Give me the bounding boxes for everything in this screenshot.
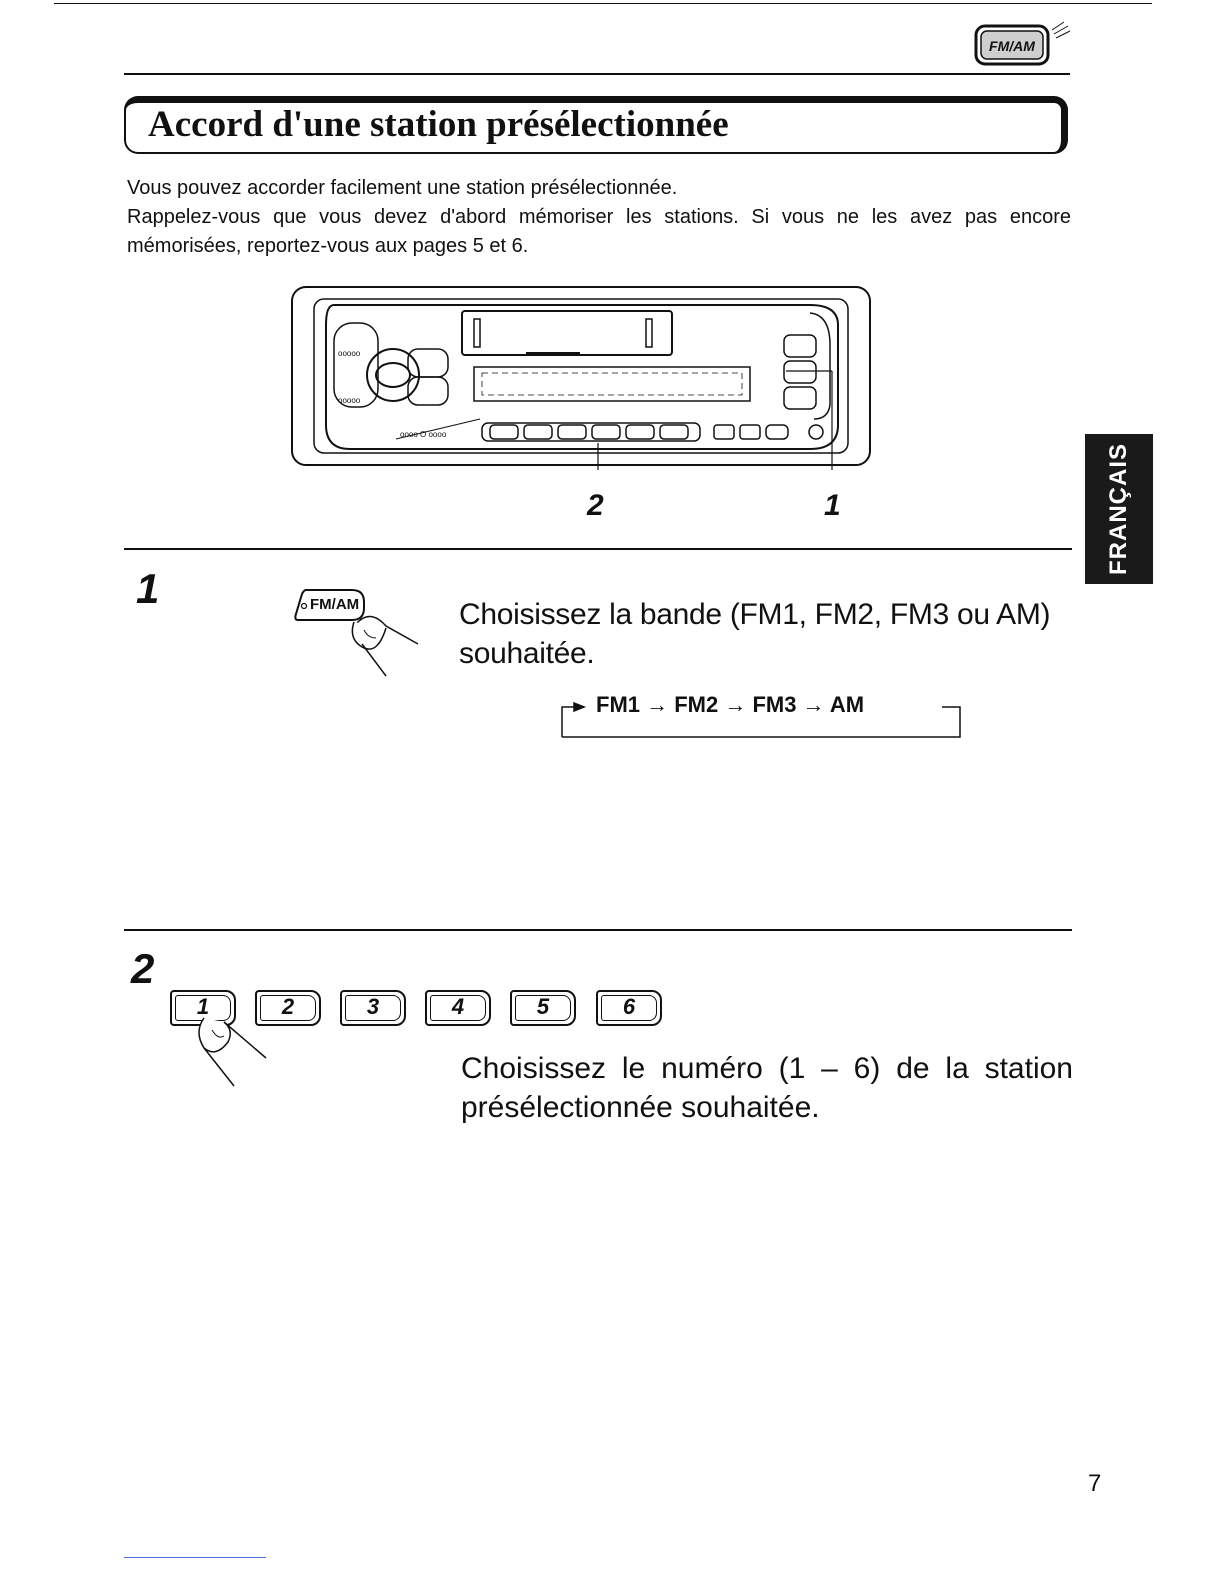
language-tab-label: FRANÇAIS [1105, 443, 1132, 575]
page-number: 7 [1088, 1470, 1102, 1497]
fm-am-icon [972, 20, 1072, 70]
intro-line-1: Vous pouvez accorder facilement une station présélectionnée. [127, 177, 678, 199]
fm-am-icon-label: FM/AM [989, 38, 1035, 54]
fm-am-button-label: FM/AM [310, 596, 360, 613]
band-sequence-text: FM1 → FM2 → FM3 → AM [596, 692, 865, 717]
fm-am-button[interactable] [292, 586, 422, 678]
header-rule [124, 73, 1070, 75]
band-sequence [560, 689, 964, 739]
intro-line-2: Rappelez-vous que vous devez d'abord mémoriser les stations. Si vous ne les avez pas encore mémorisées, reportez-vous aux pages 5 et 6. [127, 206, 1071, 257]
preset-2-label: 2 [281, 994, 295, 1019]
preset-6-label: 6 [622, 994, 636, 1019]
preset-1-label: 1 [196, 994, 210, 1019]
page-title: Accord d'une station présélectionnée [148, 104, 729, 145]
preset-button-6[interactable] [596, 990, 662, 1026]
step1-rule [124, 548, 1072, 550]
preset-4-label: 4 [451, 994, 465, 1019]
svg-text:ooooo: ooooo [338, 396, 361, 405]
step2-number: 2 [131, 945, 155, 992]
preset-3-label: 3 [366, 994, 380, 1019]
callout-2: 2 [587, 489, 604, 522]
language-tab [1085, 434, 1153, 584]
intro-paragraph [127, 174, 1071, 261]
top-border-line [54, 3, 1152, 4]
preset-5-label: 5 [536, 994, 550, 1019]
radio-panel-illustration [290, 285, 874, 470]
step1-instruction: Choisissez la bande (FM1, FM2, FM3 ou AM) souhaitée. [459, 598, 1051, 670]
step1-number: 1 [136, 565, 160, 612]
svg-text:oooo O oooo: oooo O oooo [400, 430, 447, 439]
preset-button-5[interactable] [510, 990, 576, 1026]
step2-instruction: Choisissez le numéro (1 – 6) de la station présélectionnée souhaitée. [461, 1052, 1073, 1124]
finger-press-icon [190, 1014, 270, 1088]
step2-rule [124, 929, 1072, 931]
preset-button-3[interactable] [340, 990, 406, 1026]
footer-rule [124, 1557, 266, 1558]
callout-1: 1 [824, 489, 841, 522]
svg-text:ooooo: ooooo [338, 349, 361, 358]
preset-button-4[interactable] [425, 990, 491, 1026]
